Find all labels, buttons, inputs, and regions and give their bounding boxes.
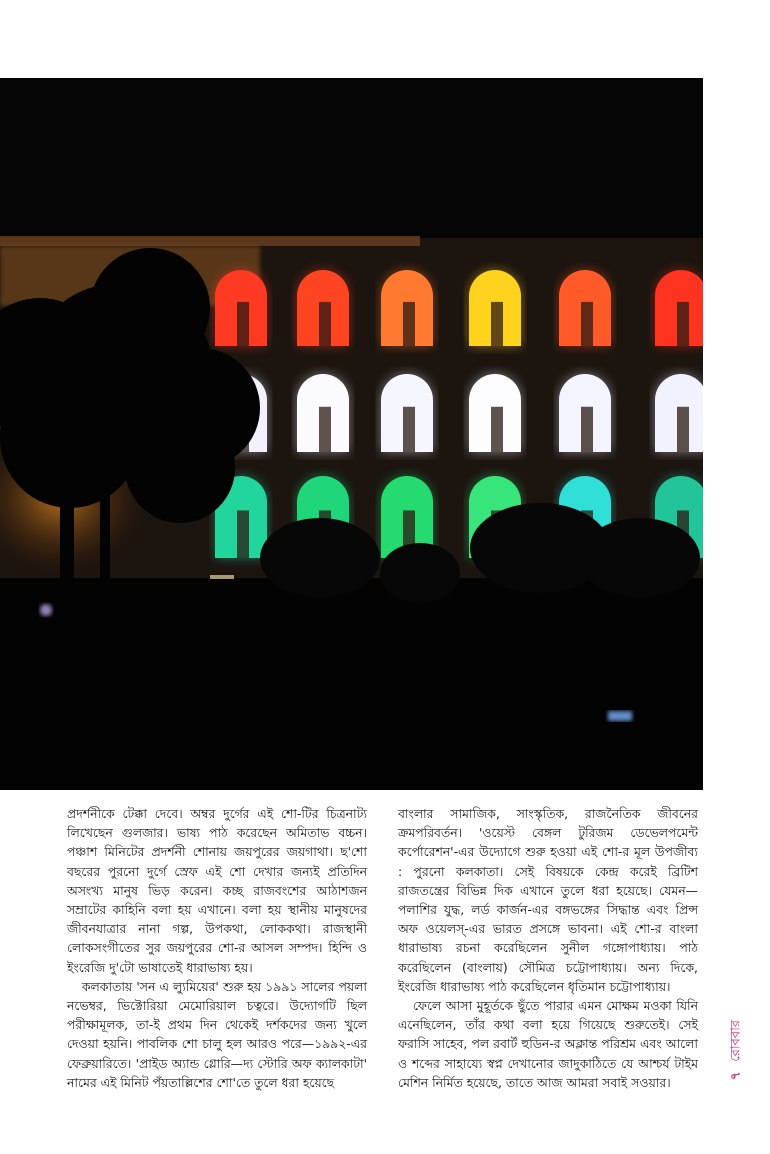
light-speck [40, 604, 52, 616]
arch-doorway [403, 407, 415, 452]
arch-doorway [677, 407, 689, 452]
article-paragraph: কলকাতায় 'সন এ ল্যুমিয়ের' শুরু হয় ১৯৯১ সালের পয়লা নভেম্বর, ভিক্টোরিয়া মেমোরিয়াল চত্বরে। উদ্যোগটি ছিল পরীক্ষামূলক, তা-ই প্রথম দিন থেকেই দর্শকদের জন্য খুলে দেওয়া হয়নি। পাবলিক শো চালু হল আরও পরে—১৯৯২-এর ফেব্রুয়ারিতে। 'প্রাইড অ্যান্ড গ্লোরি—দ্য স্টোরি অফ ক্যালকাটা' নামের এই মিনিট পঁয়তাল্লিশের শো'তে তুলে ধরা হয়েছে [67, 978, 367, 1090]
arch-doorway [581, 407, 593, 452]
feature-photo [0, 78, 703, 790]
page-footer [722, 1010, 752, 1090]
arch-doorway [491, 407, 503, 452]
arch-doorway [237, 302, 249, 346]
arch-doorway [491, 302, 503, 346]
arch-doorway [581, 302, 593, 346]
article-paragraph: ফেলে আসা মুহূর্তকে ছুঁতে পারার এমন মোক্ষম মওকা যিনি এনেছিলেন, তাঁর কথা বলা হয়ে গিয়েছে শুরুতেই। সেই ফরাসি সাহেব, পল রবার্ট হুডিন-র অক্লান্ত পরিশ্রম এবং আলো ও শব্দের সাহায্যে স্বপ্ন দেখানোর জাদুকাঠিতে যে আশ্চর্য টাইম মেশিন নির্মিত হয়েছে, তাতে আজ আমরা সবাই সওয়ার। [398, 998, 698, 1090]
arch-doorway [237, 510, 249, 558]
photo-illustration [0, 78, 703, 790]
light-speck [210, 575, 234, 579]
article-column-left [67, 804, 367, 1092]
article-paragraph: বাংলার সামাজিক, সাংস্কৃতিক, রাজনৈতিক জীবনের ক্রমপরিবর্তন। 'ওয়েস্ট বেঙ্গল টুরিজম ডেভেলপমেন্ট কর্পোরেশন'-এর উদ্যোগে শুরু হওয়া এই শো-র মূল উপজীব্য : পুরনো কলকাতা। সেই বিষয়কে কেন্দ্র করেই ব্রিটিশ রাজতন্ত্রের বিভিন্ন দিক এখানে তুলে ধরা হয়েছে। যেমন—পলাশির যুদ্ধ, লর্ড কার্জন-এর বঙ্গভঙ্গের সিদ্ধান্ত এবং প্রিন্স অফ ওয়েলস্-এর ভারত প্রসঙ্গে ভাবনা। এই শো-র বাংলা ধারাভাষ্য রচনা করেছিলেন সুনীল গঙ্গোপাধ্যায়। পাঠ করেছিলেন (বাংলায়) সৌমিত্র চট্টোপাধ্যায়। অন্য দিকে, ইংরেজি ধারাভাষ্য পাঠ করেছিলেন ধৃতিমান চট্টোপাধ্যায়। [398, 806, 698, 994]
light-speck [608, 711, 632, 721]
page-number: ৭ [728, 1071, 744, 1081]
parapet [0, 236, 420, 246]
arch-doorway [319, 302, 331, 346]
magazine-name: রোববার [728, 1019, 744, 1062]
arch-doorway [403, 302, 415, 346]
arch-doorway [319, 407, 331, 452]
arch-doorway [677, 302, 689, 346]
article-paragraph: প্রদর্শনীকে টেক্কা দেবে। অম্বর দুর্গের এই শো-টির চিত্রনাট্য লিখেছেন গুলজার। ভাষ্য পাঠ করেছেন অমিতাভ বচ্চন। পঞ্চাশ মিনিটের প্রদর্শনী শোনায় জয়পুরের জয়গাথা। ছ'শো বছরের পুরনো দুর্গে স্রেফ এই শো দেখার জন্যই প্রতিদিন অসংখ্য মানুষ ভিড় করেন। কচ্ছ রাজবংশের আঠাশজন সম্রাটের কাহিনি বলা হয় এখানে। বলা হয় স্থানীয় মানুষদের জীবনযাত্রার নানা গল্প, উপকথা, লোককথা। রাজস্থানী লোকসংগীতের সুর জয়পুরের শো-র আসল সম্পদ। হিন্দি ও ইংরেজি দু'টো ভাষাতেই ধারাভাষ্য হয়। [67, 806, 367, 975]
article-column-right [398, 804, 698, 1092]
